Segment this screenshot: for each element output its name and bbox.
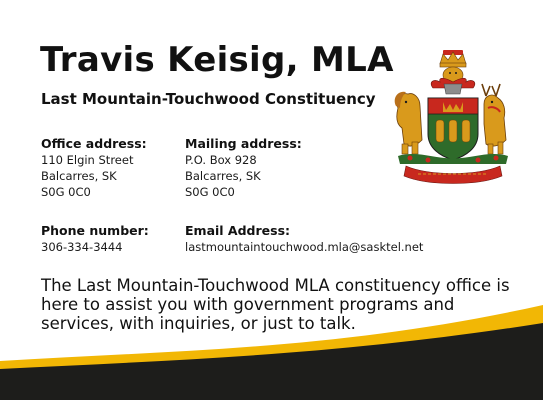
office-address-line: S0G 0C0 <box>41 185 91 199</box>
email-info <box>185 222 423 255</box>
office-tagline: The Last Mountain-Touchwood MLA constituency office is here to assist you with government programs and services, with inquiries, or just to talk. <box>41 276 510 333</box>
office-address-line: Balcarres, SK <box>41 169 117 183</box>
motto-ribbon-icon <box>404 166 502 184</box>
deer-supporter-icon <box>482 84 506 154</box>
mailing-address-label: Mailing address: <box>185 136 302 151</box>
crown-icon <box>440 50 466 67</box>
office-address-line: 110 Elgin Street <box>41 153 134 167</box>
constituency-name: Last Mountain-Touchwood Constituency <box>41 90 376 108</box>
mailing-address-line: P.O. Box 928 <box>185 153 257 167</box>
shield-icon <box>428 98 478 160</box>
mailing-address-line: Balcarres, SK <box>185 169 261 183</box>
phone-label: Phone number: <box>41 223 149 238</box>
office-address-label: Office address: <box>41 136 147 151</box>
phone-number: 306-334-3444 <box>41 240 123 254</box>
lion-supporter-icon <box>395 92 422 154</box>
email-label: Email Address: <box>185 223 291 238</box>
saskatchewan-coat-of-arms-icon <box>388 48 518 188</box>
office-address <box>41 135 147 200</box>
mla-name: Travis Keisig, MLA <box>40 40 394 80</box>
email-address: lastmountaintouchwood.mla@sasktel.net <box>185 240 424 254</box>
phone-info <box>41 222 149 255</box>
mailing-address-line: S0G 0C0 <box>185 185 235 199</box>
mailing-address <box>185 135 302 200</box>
